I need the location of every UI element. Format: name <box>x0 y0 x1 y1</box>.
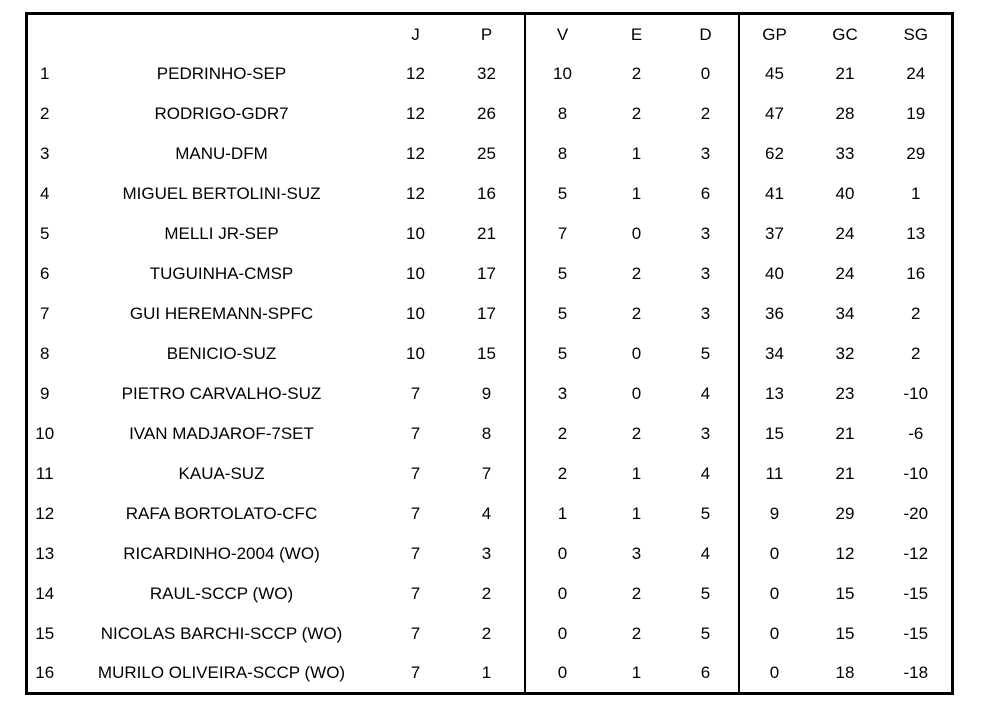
stat-p-cell: 21 <box>450 214 525 254</box>
table-row <box>27 94 953 134</box>
stat-d-cell: 5 <box>674 334 739 374</box>
stat-gp-cell: 0 <box>769 584 780 603</box>
stat-gc-cell: 28 <box>835 104 855 123</box>
stat-d-cell: 5 <box>674 574 739 614</box>
stat-v-cell: 3 <box>557 384 568 403</box>
stat-e-cell: 2 <box>631 304 642 323</box>
rank-cell: 11 <box>35 464 54 483</box>
stat-j-cell: 7 <box>410 464 421 483</box>
stat-j-cell: 7 <box>410 384 421 403</box>
stat-sg-cell: 2 <box>911 344 921 363</box>
player-name-cell: IVAN MADJAROF-7SET <box>129 424 314 443</box>
rank-cell: 3 <box>40 144 50 163</box>
header-v: V <box>556 24 569 44</box>
stat-e-cell: 1 <box>631 184 642 203</box>
player-name-cell: RODRIGO-GDR7 <box>154 104 289 123</box>
stat-sg-cell: 29 <box>906 144 926 163</box>
stat-gp-cell: 41 <box>765 184 784 203</box>
stat-j-cell: 12 <box>406 104 425 123</box>
stat-sg-cell: 2 <box>911 304 921 323</box>
stat-d-cell: 3 <box>674 254 739 294</box>
stat-p-cell: 9 <box>450 374 525 414</box>
stat-p-cell: 1 <box>450 654 525 694</box>
stat-gp-cell: 0 <box>769 663 780 683</box>
stat-e-cell: 2 <box>631 104 642 123</box>
stat-sg-cell: -6 <box>908 424 924 443</box>
rank-cell: 13 <box>35 544 55 563</box>
stat-d-cell: 6 <box>674 174 739 214</box>
stat-p-cell: 7 <box>450 454 525 494</box>
stat-p-cell: 4 <box>450 494 525 534</box>
stat-v-cell: 5 <box>557 304 568 323</box>
stat-d-cell: 6 <box>674 654 739 694</box>
stat-gp-cell: 15 <box>765 424 784 443</box>
stat-e-cell: 0 <box>631 224 642 243</box>
stat-gc-cell: 23 <box>835 384 855 403</box>
player-name-cell: PIETRO CARVALHO-SUZ <box>121 384 322 403</box>
stat-v-cell: 2 <box>557 424 568 443</box>
rank-cell: 8 <box>40 344 50 363</box>
header-player <box>62 14 382 54</box>
rank-cell: 10 <box>35 424 55 443</box>
stat-gp-cell: 62 <box>765 144 784 163</box>
stat-d-cell: 3 <box>674 414 739 454</box>
stat-d-cell: 3 <box>674 294 739 334</box>
player-name-cell: RAFA BORTOLATO-CFC <box>125 504 318 523</box>
stat-p-cell: 8 <box>450 414 525 454</box>
stat-v-cell: 8 <box>557 104 568 123</box>
stat-v-cell: 10 <box>553 64 572 83</box>
player-name-cell: KAUA-SUZ <box>178 464 265 483</box>
stat-gc-cell: 40 <box>835 184 855 203</box>
stat-e-cell: 1 <box>631 663 642 683</box>
stat-e-cell: 2 <box>631 584 642 603</box>
stat-gc-cell: 18 <box>835 663 855 683</box>
stat-p-cell: 15 <box>450 334 525 374</box>
rank-cell: 4 <box>40 184 50 203</box>
stat-j-cell: 10 <box>406 264 425 283</box>
stat-sg-cell: -10 <box>903 464 929 483</box>
stat-p-cell: 2 <box>450 574 525 614</box>
table-row <box>27 294 953 334</box>
stat-e-cell: 2 <box>631 64 642 83</box>
player-name-cell: MANU-DFM <box>175 144 268 163</box>
table-row <box>27 174 953 214</box>
stat-gc-cell: 21 <box>835 464 855 483</box>
stat-gc-cell: 21 <box>835 424 855 443</box>
stat-e-cell: 0 <box>631 344 642 363</box>
table-row <box>27 654 953 694</box>
stat-gp-cell: 0 <box>769 624 780 643</box>
stat-d-cell: 5 <box>674 494 739 534</box>
player-name-cell: MELLI JR-SEP <box>164 224 279 243</box>
stat-gc-cell: 15 <box>835 624 855 643</box>
stat-v-cell: 7 <box>557 224 568 243</box>
table-row <box>27 454 953 494</box>
stat-j-cell: 10 <box>406 344 425 363</box>
rank-cell: 6 <box>40 264 50 283</box>
stat-j-cell: 7 <box>410 624 421 643</box>
stat-gp-cell: 37 <box>765 224 784 243</box>
stat-e-cell: 1 <box>631 464 642 483</box>
stat-d-cell: 2 <box>674 94 739 134</box>
player-name-cell: TUGUINHA-CMSP <box>149 264 294 283</box>
stat-p-cell: 25 <box>450 134 525 174</box>
stat-d-cell: 3 <box>674 214 739 254</box>
rank-cell: 1 <box>40 64 50 83</box>
player-name-cell: PEDRINHO-SEP <box>156 64 287 83</box>
stat-p-cell: 2 <box>450 614 525 654</box>
header-rank <box>27 14 62 54</box>
table-row <box>27 414 953 454</box>
stat-gp-cell: 9 <box>769 504 780 523</box>
player-name-cell: GUI HEREMANN-SPFC <box>129 304 314 323</box>
stat-p-cell: 16 <box>450 174 525 214</box>
header-j: J <box>411 24 420 44</box>
stat-e-cell: 1 <box>631 144 642 163</box>
stat-e-cell: 3 <box>631 544 642 563</box>
header-p: P <box>450 14 525 54</box>
player-name-cell: RICARDINHO-2004 (WO) <box>123 544 320 563</box>
rank-cell: 5 <box>40 224 50 243</box>
player-name-cell: BENICIO-SUZ <box>166 344 277 363</box>
stat-d-cell: 4 <box>674 454 739 494</box>
stat-v-cell: 0 <box>557 584 568 603</box>
stat-sg-cell: 13 <box>906 224 926 243</box>
header-e: E <box>630 24 643 44</box>
stat-p-cell: 32 <box>450 54 525 94</box>
stat-e-cell: 1 <box>631 504 642 523</box>
stat-gc-cell: 32 <box>835 344 855 363</box>
player-name-cell: RAUL-SCCP (WO) <box>149 584 294 603</box>
stat-d-cell: 3 <box>674 134 739 174</box>
stat-d-cell: 0 <box>674 54 739 94</box>
stat-gc-cell: 15 <box>835 584 855 603</box>
stat-j-cell: 7 <box>410 544 421 563</box>
rank-cell: 12 <box>35 504 55 523</box>
stat-j-cell: 7 <box>410 424 421 443</box>
stat-v-cell: 0 <box>557 663 568 683</box>
stat-d-cell: 4 <box>674 534 739 574</box>
stat-sg-cell: -18 <box>903 663 929 683</box>
standings-body <box>27 54 953 694</box>
stat-e-cell: 0 <box>631 384 642 403</box>
stat-sg-cell: 24 <box>906 64 926 83</box>
stat-gc-cell: 33 <box>835 144 855 163</box>
table-row <box>27 54 953 94</box>
stat-v-cell: 5 <box>557 184 568 203</box>
rank-cell: 7 <box>40 304 50 323</box>
stat-j-cell: 10 <box>406 224 425 243</box>
stat-sg-cell: 1 <box>911 184 921 203</box>
table-row <box>27 374 953 414</box>
stat-d-cell: 5 <box>674 614 739 654</box>
stat-gc-cell: 34 <box>835 304 855 323</box>
stat-v-cell: 5 <box>557 344 568 363</box>
stat-gp-cell: 36 <box>765 304 784 323</box>
stat-gp-cell: 40 <box>765 264 784 283</box>
stat-p-cell: 26 <box>450 94 525 134</box>
rank-cell: 9 <box>40 384 50 403</box>
stat-gc-cell: 24 <box>835 224 855 243</box>
stat-sg-cell: -15 <box>903 624 929 643</box>
stat-gp-cell: 34 <box>765 344 784 363</box>
rank-cell: 16 <box>35 663 55 683</box>
table-row <box>27 134 953 174</box>
stat-j-cell: 12 <box>406 144 425 163</box>
table-row <box>27 334 953 374</box>
stat-p-cell: 3 <box>450 534 525 574</box>
header-row <box>27 14 953 54</box>
stat-e-cell: 2 <box>631 264 642 283</box>
rank-cell: 15 <box>35 624 55 643</box>
stat-gc-cell: 21 <box>835 64 855 83</box>
stat-sg-cell: 19 <box>906 104 926 123</box>
stat-gp-cell: 13 <box>765 384 784 403</box>
stat-sg-cell: -12 <box>903 544 929 563</box>
player-name-cell: MIGUEL BERTOLINI-SUZ <box>122 184 321 203</box>
stat-sg-cell: 16 <box>906 264 926 283</box>
stat-gp-cell: 11 <box>765 464 784 483</box>
stat-sg-cell: -20 <box>903 504 929 523</box>
stat-e-cell: 2 <box>631 424 642 443</box>
player-name-cell: NICOLAS BARCHI-SCCP (WO) <box>100 624 343 643</box>
player-name-cell: MURILO OLIVEIRA-SCCP (WO) <box>97 663 346 683</box>
stat-p-cell: 17 <box>450 294 525 334</box>
stat-gp-cell: 45 <box>765 64 784 83</box>
stat-j-cell: 12 <box>406 64 425 83</box>
stat-j-cell: 12 <box>406 184 425 203</box>
stat-p-cell: 17 <box>450 254 525 294</box>
table-row <box>27 214 953 254</box>
stat-v-cell: 0 <box>557 624 568 643</box>
table-row <box>27 614 953 654</box>
stat-v-cell: 8 <box>557 144 568 163</box>
stat-v-cell: 5 <box>557 264 568 283</box>
stat-gc-cell: 29 <box>835 504 855 523</box>
rank-cell: 2 <box>40 104 50 123</box>
stat-gc-cell: 24 <box>835 264 855 283</box>
stat-gp-cell: 0 <box>769 544 780 563</box>
stat-gp-cell: 47 <box>765 104 784 123</box>
stat-j-cell: 7 <box>410 663 421 683</box>
stat-j-cell: 10 <box>406 304 425 323</box>
header-gc: GC <box>832 24 858 44</box>
rank-cell: 14 <box>35 584 55 603</box>
stat-sg-cell: -10 <box>903 384 929 403</box>
stat-v-cell: 1 <box>557 504 568 523</box>
table-row <box>27 254 953 294</box>
stat-j-cell: 7 <box>410 584 421 603</box>
stat-gc-cell: 12 <box>835 544 855 563</box>
table-row <box>27 574 953 614</box>
header-gp: GP <box>762 24 787 44</box>
table-row <box>27 494 953 534</box>
table-row <box>27 534 953 574</box>
stat-v-cell: 2 <box>557 464 568 483</box>
stat-v-cell: 0 <box>557 544 568 563</box>
standings-table <box>25 12 954 695</box>
stat-d-cell: 4 <box>674 374 739 414</box>
stat-j-cell: 7 <box>410 504 421 523</box>
stat-sg-cell: -15 <box>903 584 929 603</box>
stat-e-cell: 2 <box>631 624 642 643</box>
header-sg: SG <box>903 24 929 44</box>
header-d: D <box>674 14 739 54</box>
